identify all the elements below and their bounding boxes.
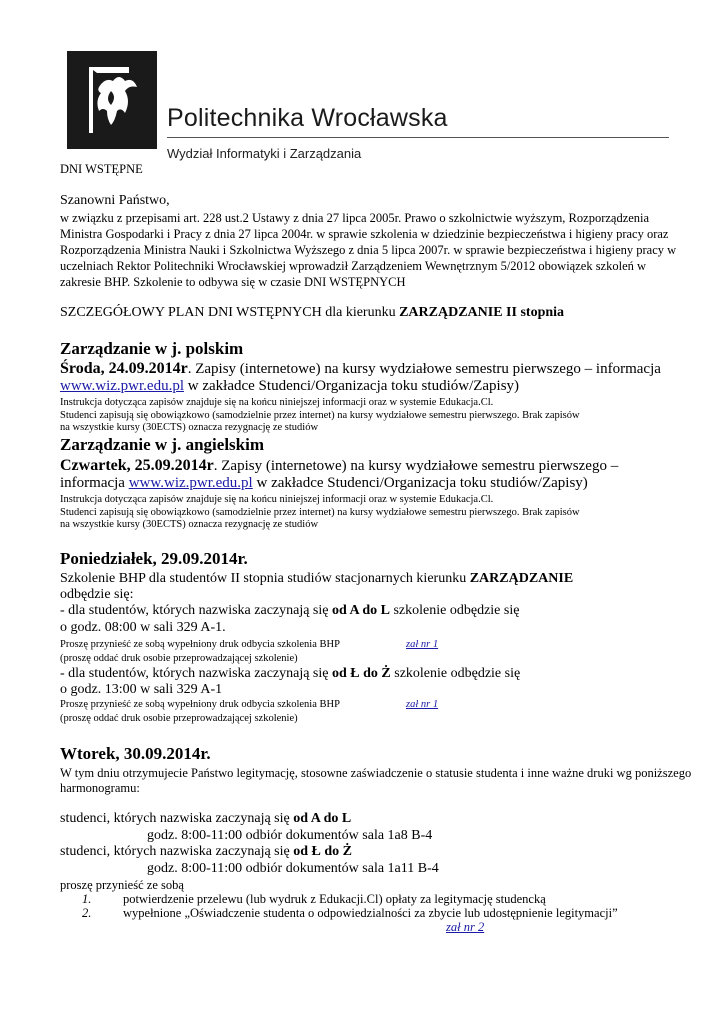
faculty-name: Wydział Informatyki i Zarządzania — [167, 146, 362, 161]
group-b-rest: szkolenie odbędzie się — [390, 666, 521, 681]
wiz-link[interactable]: www.wiz.pwr.edu.pl — [60, 378, 185, 394]
attachment-2-link[interactable]: zał nr 2 — [446, 920, 485, 934]
attachment-1-link[interactable]: zał nr 1 — [406, 639, 439, 650]
monday-line: odbędzie się: — [60, 587, 134, 602]
bring-label: proszę przynieść ze sobą — [60, 878, 184, 892]
polish-link-line — [60, 378, 519, 395]
group-b-line — [60, 666, 520, 682]
english-date-rest: . Zapisy (internetowe) na kursy wydziałowe semestru pierwszego – — [213, 458, 619, 474]
tuesday-group-1-prefix: studenci, których nazwiska zaczynają się — [60, 811, 294, 826]
group-b-time: o godz. 13:00 w sali 329 A-1 — [60, 682, 223, 697]
group-a-note: (proszę oddać druk osobie przeprowadzającej szkolenie) — [60, 653, 298, 664]
tuesday-intro: harmonogramu: — [60, 781, 140, 795]
intro-line: Rozporządzenia Ministra Nauki i Szkolnictwa Wyższego z dnia 5 lipca 2007r. w sprawie bezpieczeństwa i higieny pracy w — [60, 243, 677, 257]
plan-title-prefix: SZCZEGÓŁOWY PLAN DNI WSTĘPNYCH dla kierunku — [60, 305, 400, 320]
english-link-rest: w zakładce Studenci/Organizacja toku studiów/Zapisy) — [252, 475, 588, 491]
polish-note: Studenci zapisują się obowiązkowo (samodzielnie przez internet) na kursy wydziałowe semestru pierwszego. Brak zapisów — [60, 410, 580, 421]
tuesday-group-2-prefix: studenci, których nazwiska zaczynają się — [60, 844, 294, 859]
list-item-number: 1. — [82, 892, 92, 906]
document-title: DNI WSTĘPNE — [60, 162, 143, 176]
greeting: Szanowni Państwo, — [60, 193, 170, 208]
group-b-prefix: - dla studentów, których nazwiska zaczynają się — [60, 666, 332, 681]
plan-title — [60, 305, 564, 321]
english-note: Studenci zapisują się obowiązkowo (samodzielnie przez internet) na kursy wydziałowe semestru pierwszego. Brak zapisów — [60, 507, 580, 518]
university-logo — [67, 51, 157, 149]
tuesday-group-2-time: godz. 8:00-11:00 odbiór dokumentów sala 1a11 B-4 — [147, 861, 439, 876]
university-name: Politechnika Wrocławska — [167, 104, 448, 132]
wiz-link[interactable]: www.wiz.pwr.edu.pl — [128, 475, 253, 491]
polish-note: Instrukcja dotycząca zapisów znajduje się na końcu niniejszej informacji oraz w systemie Edukacja.Cl. — [60, 397, 494, 408]
group-a-time: o godz. 08:00 w sali 329 A-1. — [60, 620, 226, 635]
polish-date-line — [60, 360, 661, 378]
intro-line: w związku z przepisami art. 228 ust.2 Ustawy z dnia 27 lipca 2005r. Prawo o szkolnictwie wyższym, Rozporządzenia — [60, 211, 650, 225]
group-b-note: (proszę oddać druk osobie przeprowadzającej szkolenie) — [60, 713, 298, 724]
section-heading-monday: Poniedziałek, 29.09.2014r. — [60, 549, 248, 568]
section-heading-english: Zarządzanie w j. angielskim — [60, 435, 264, 454]
english-link-prefix: informacja — [60, 475, 129, 491]
group-a-note: Proszę przynieść ze sobą wypełniony druk odbycia szkolenia BHP — [60, 639, 340, 650]
monday-line-prefix: Szkolenie BHP dla studentów II stopnia studiów stacjonarnych kierunku — [60, 571, 470, 586]
intro-line: zakresie BHP. Szkolenie to odbywa się w czasie DNI WSTĘPNYCH — [60, 275, 406, 289]
polish-date: Środa, 24.09.2014r — [60, 360, 188, 377]
group-a-prefix: - dla studentów, których nazwiska zaczynają się — [60, 603, 332, 618]
plan-title-program: ZARZĄDZANIE II stopnia — [399, 305, 565, 320]
tuesday-group-1 — [60, 811, 351, 827]
group-a-rest: szkolenie odbędzie się — [389, 603, 520, 618]
monday-program: ZARZĄDZANIE — [469, 571, 574, 586]
polish-date-rest: . Zapisy (internetowe) na kursy wydziałowe semestru pierwszego – informacja — [187, 361, 661, 377]
list-item-number: 2. — [82, 906, 92, 920]
english-link-line — [60, 475, 588, 492]
group-b-note: Proszę przynieść ze sobą wypełniony druk odbycia szkolenia BHP — [60, 699, 340, 710]
polish-link-rest: w zakładce Studenci/Organizacja toku studiów/Zapisy) — [184, 378, 520, 394]
english-date-line — [60, 457, 618, 475]
tuesday-group-2-range: od Ł do Ż — [293, 844, 352, 859]
english-note: Instrukcja dotycząca zapisów znajduje się na końcu niniejszej informacji oraz w systemie Edukacja.Cl. — [60, 494, 494, 505]
eagle-emblem-icon — [67, 51, 157, 149]
tuesday-group-1-time: godz. 8:00-11:00 odbiór dokumentów sala 1a8 B-4 — [147, 828, 433, 843]
monday-line — [60, 571, 573, 587]
section-heading-tuesday: Wtorek, 30.09.2014r. — [60, 744, 211, 763]
header-divider — [167, 137, 669, 138]
group-a-range: od A do L — [332, 603, 390, 618]
tuesday-group-1-range: od A do L — [293, 811, 352, 826]
attachment-1-link[interactable]: zał nr 1 — [406, 699, 439, 710]
group-a-line — [60, 603, 519, 619]
tuesday-intro: W tym dniu otrzymujecie Państwo legitymację, stosowne zaświadczenie o statusie studenta i inne ważne druki wg poniższego — [60, 766, 692, 780]
section-heading-polish: Zarządzanie w j. polskim — [60, 339, 244, 358]
polish-note: na wszystkie kursy (30ECTS) oznacza rezygnację ze studiów — [60, 422, 319, 433]
list-item-text: wypełnione „Oświadczenie studenta o odpowiedzialności za zbycie lub udostępnienie legitymacji” — [123, 906, 618, 920]
group-b-range: od Ł do Ż — [332, 666, 391, 681]
english-date: Czwartek, 25.09.2014r — [60, 457, 214, 474]
list-item-text: potwierdzenie przelewu (lub wydruk z Edukacji.Cl) opłaty za legitymację studencką — [123, 892, 546, 906]
intro-line: uczelniach Rektor Politechniki Wrocławskiej wprowadził Zarządzeniem Wewnętrznym 5/2012 obowiązek szkoleń w — [60, 259, 647, 273]
english-note: na wszystkie kursy (30ECTS) oznacza rezygnację ze studiów — [60, 519, 319, 530]
intro-line: Ministra Gospodarki i Pracy z dnia 27 lipca 2004r. w sprawie szkolenia w dziedzinie bezpieczeństwa i higieny pracy oraz — [60, 227, 669, 241]
tuesday-group-2 — [60, 844, 352, 860]
